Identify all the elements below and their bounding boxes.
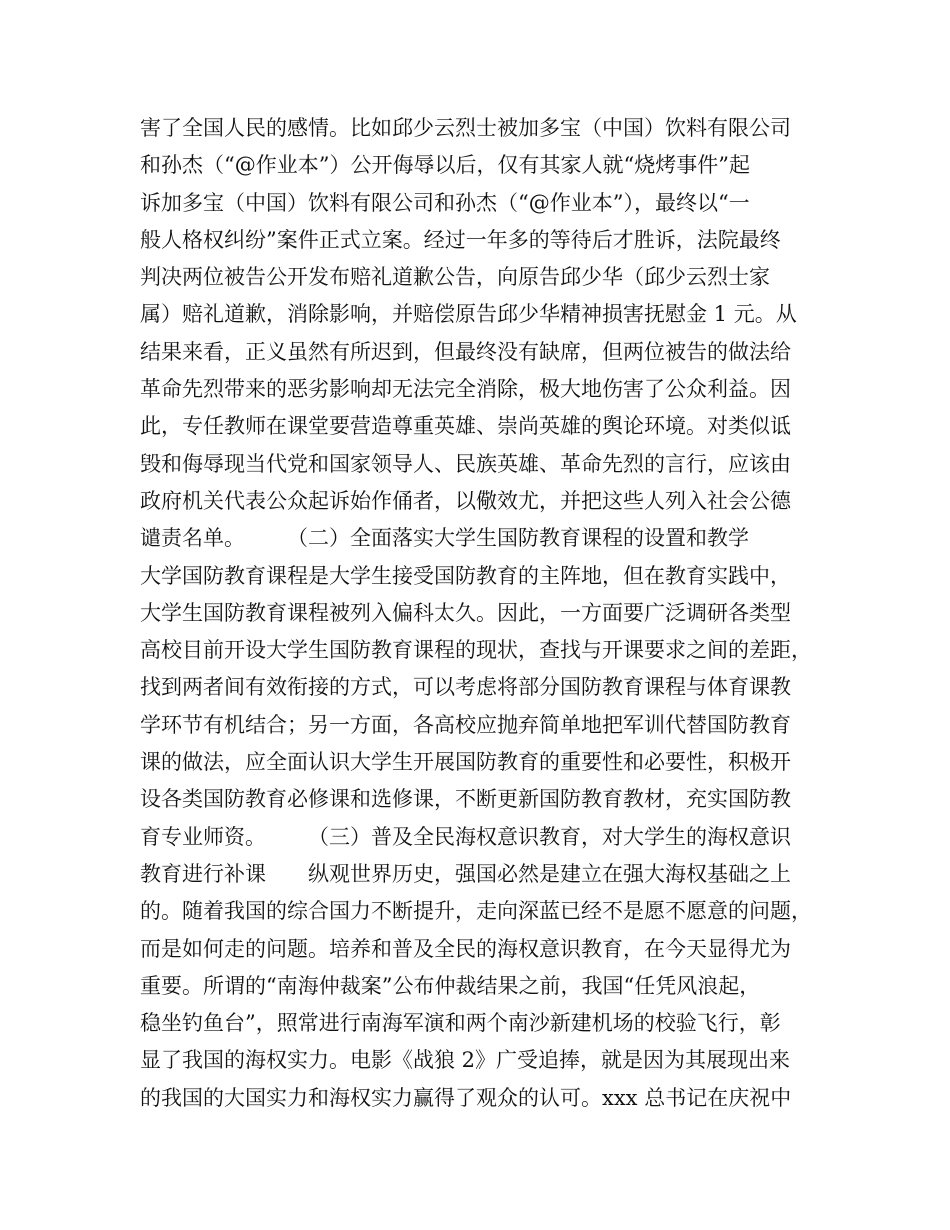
text-line: 稳坐钓鱼台”，照常进行南海军演和两个南沙新建机场的校验飞行，彰 bbox=[140, 1011, 781, 1036]
text-line: 判决两位被告公开发布赔礼道歉公告，向原告邱少华（邱少云烈士家 bbox=[140, 265, 770, 290]
text-line: 大学国防教育课程是大学生接受国防教育的主阵地，但在教育实践中， bbox=[140, 563, 791, 588]
text-line: 和孙杰（“@作业本”）公开侮辱以后，仅有其家人就“烧烤事件”起 bbox=[140, 153, 750, 178]
text-line: 高校目前开设大学生国防教育课程的现状，查找与开课要求之间的差距， bbox=[140, 638, 812, 663]
body-text bbox=[140, 110, 830, 1117]
text-line: 政府机关代表公众起诉始作俑者，以儆效尤，并把这些人列入社会公德 bbox=[140, 488, 791, 513]
text-line: 此，专任教师在课堂要营造尊重英雄、崇尚英雄的舆论环境。对类似诋 bbox=[140, 414, 791, 439]
text-line: 大学生国防教育课程被列入偏科太久。因此，一方面要广泛调研各类型 bbox=[140, 600, 791, 625]
text-line: 毁和侮辱现当代党和国家领导人、民族英雄、革命先烈的言行，应该由 bbox=[140, 451, 791, 476]
text-line: 诉加多宝（中国）饮料有限公司和孙杰（“@作业本”），最终以“一 bbox=[140, 190, 750, 215]
text-line: 结果来看，正义虽然有所迟到，但最终没有缺席，但两位被告的做法给 bbox=[140, 339, 791, 364]
text-line: 学环节有机结合；另一方面，各高校应抛弃简单地把军训代替国防教育 bbox=[140, 712, 791, 737]
text-line: 而是如何走的问题。培养和普及全民的海权意识教育，在今天显得尤为 bbox=[140, 936, 791, 961]
text-line: 害了全国人民的感情。比如邱少云烈士被加多宝（中国）饮料有限公司 bbox=[140, 116, 791, 140]
text-line: 显了我国的海权实力。电影《战狼 2》广受追捧，就是因为其展现出来 bbox=[140, 1048, 791, 1073]
text-line: 设各类国防教育必修课和选修课，不断更新国防教育教材，充实国防教 bbox=[140, 787, 791, 812]
text-line: 般人格权纠纷”案件正式立案。经过一年多的等待后才胜诉，法院最终 bbox=[140, 227, 781, 252]
text-line: 找到两者间有效衔接的方式，可以考虑将部分国防教育课程与体育课教 bbox=[140, 675, 791, 700]
text-line: 属）赔礼道歉，消除影响，并赔偿原告邱少华精神损害抚慰金 1 元。从 bbox=[140, 302, 797, 327]
text-line: 的我国的大国实力和海权实力赢得了观众的认可。xxx 总书记在庆祝中 bbox=[140, 1085, 792, 1110]
text-line: 重要。所谓的“南海仲裁案”公布仲裁结果之前，我国“任凭风浪起， bbox=[140, 973, 761, 998]
text-line: 教育进行补课 纵观世界历史，强国必然是建立在强大海权基础之上 bbox=[140, 861, 791, 886]
text-line: 的。随着我国的综合国力不断提升，走向深蓝已经不是愿不愿意的问题， bbox=[140, 899, 812, 924]
text-line: 育专业师资。 （三）普及全民海权意识教育，对大学生的海权意识 bbox=[140, 824, 791, 849]
text-line: 革命先烈带来的恶劣影响却无法完全消除，极大地伤害了公众利益。因 bbox=[140, 377, 791, 402]
text-line: 谴责名单。 （二）全面落实大学生国防教育课程的设置和教学 bbox=[140, 526, 749, 551]
text-line: 课的做法，应全面认识大学生开展国防教育的重要性和必要性，积极开 bbox=[140, 750, 791, 775]
